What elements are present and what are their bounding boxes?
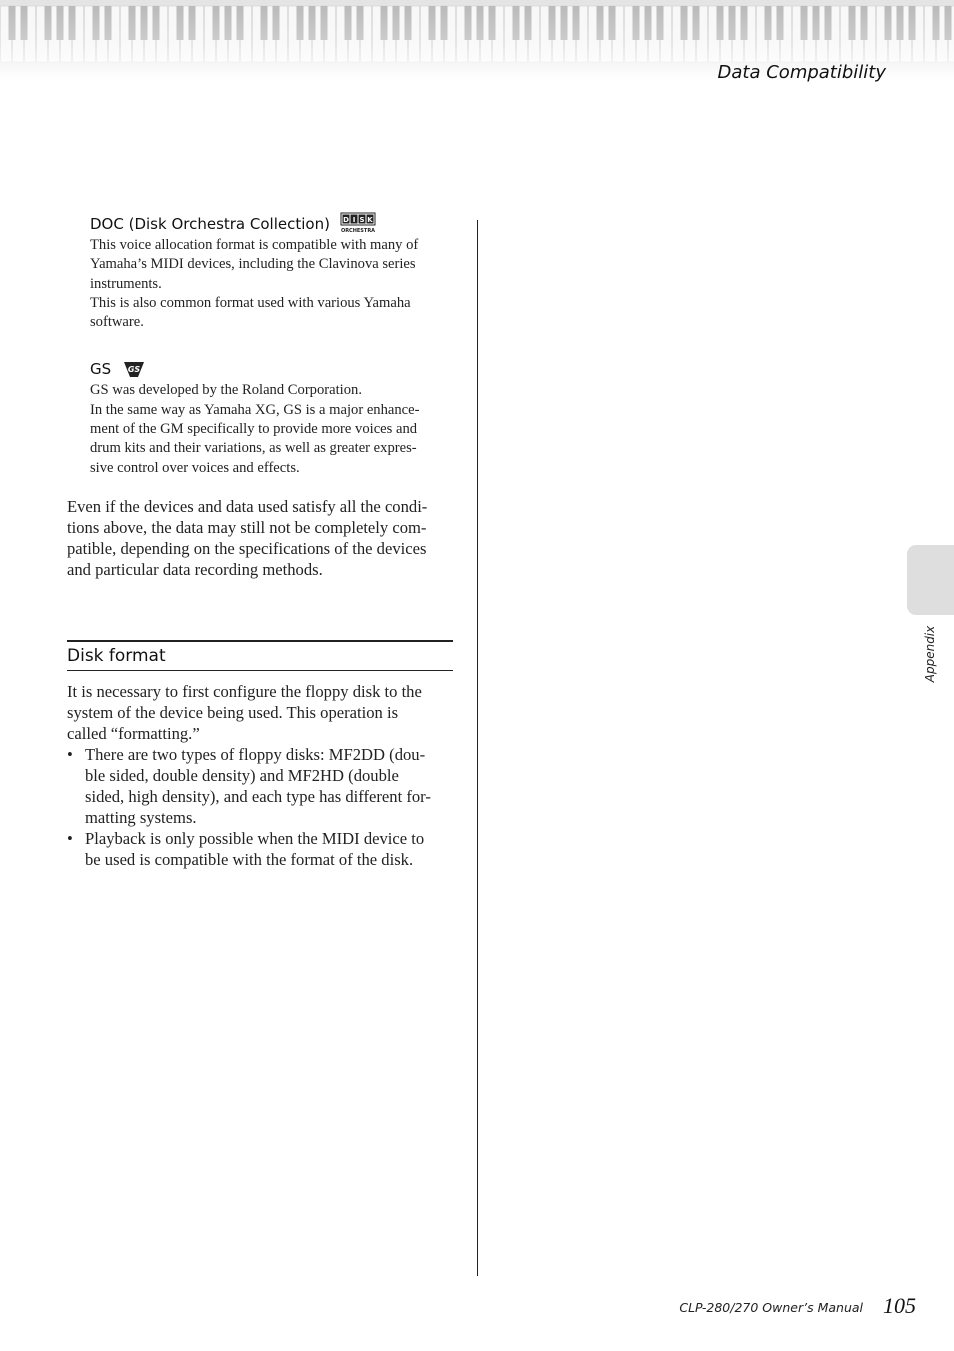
page-number: 105 <box>883 1293 916 1318</box>
gs-section <box>90 357 454 477</box>
bullet-icon: • <box>67 744 73 764</box>
text-line: drum kits and their variations, as well as greater expres- <box>90 440 417 457</box>
text-line: matting systems. <box>85 807 197 827</box>
text-line: This is also common format used with various Yamaha <box>90 294 411 311</box>
text-line: sided, high density), and each type has different for- <box>85 786 431 806</box>
text-line: patible, depending on the specifications of the devices <box>67 538 427 558</box>
text-line: ment of the GM specifically to provide more voices and <box>90 421 418 438</box>
doc-heading-row <box>90 212 454 236</box>
left-column <box>67 212 454 870</box>
text-line: Yamaha’s MIDI devices, including the Clavinova series <box>90 256 416 273</box>
disk-format-intro <box>67 681 454 744</box>
disk-format-bullets <box>67 744 454 870</box>
list-item <box>67 828 454 870</box>
disk-format-heading-bar <box>67 640 453 671</box>
compatibility-note <box>67 496 454 580</box>
appendix-side-label: Appendix <box>923 625 937 683</box>
footer-manual-title: CLP-280/270 Owner’s Manual <box>679 1300 863 1315</box>
text-line: called “formatting.” <box>67 723 200 743</box>
disk-format-heading: Disk format <box>67 645 166 666</box>
doc-heading: DOC (Disk Orchestra Collection) <box>90 215 330 233</box>
text-line: and particular data recording methods. <box>67 559 323 579</box>
text-line: tions above, the data may still not be completely com- <box>67 517 427 537</box>
text-line: It is necessary to first configure the floppy disk to the <box>67 681 422 701</box>
text-line: sive control over voices and effects. <box>90 459 300 476</box>
text-line: system of the device being used. This operation is <box>67 702 399 722</box>
text-line: Playback is only possible when the MIDI device to <box>85 828 425 848</box>
svg-text:I: I <box>352 216 356 224</box>
text-line: software. <box>90 314 144 331</box>
text-line: This voice allocation format is compatible with many of <box>90 237 419 253</box>
gs-heading-row <box>90 357 454 381</box>
list-item <box>67 744 454 828</box>
text-line: instruments. <box>90 275 162 292</box>
text-line: be used is compatible with the format of the disk. <box>85 849 414 869</box>
doc-description <box>90 236 454 332</box>
page-header-title: Data Compatibility <box>717 62 886 83</box>
text-line: In the same way as Yamaha XG, GS is a major enhance- <box>90 401 420 418</box>
text-line: GS was developed by the Roland Corporation. <box>90 382 362 399</box>
svg-text:D: D <box>343 216 349 224</box>
svg-text:K: K <box>367 216 373 224</box>
text-line: There are two types of floppy disks: MF2DD (dou- <box>85 744 426 764</box>
svg-text:ORCHESTRA: ORCHESTRA <box>340 228 375 234</box>
appendix-side-tab <box>907 545 954 615</box>
gs-logo-icon <box>121 359 147 379</box>
svg-text:S: S <box>359 216 365 224</box>
text-line: Even if the devices and data used satisfy all the condi- <box>67 496 428 516</box>
text-line: ble sided, double density) and MF2HD (double <box>85 765 399 785</box>
disk-orchestra-logo-icon <box>340 212 376 236</box>
bullet-icon: • <box>67 828 73 848</box>
gs-description <box>90 381 454 477</box>
doc-section <box>90 212 454 332</box>
column-divider <box>477 220 478 1276</box>
svg-text:GS: GS <box>127 365 141 375</box>
gs-heading: GS <box>90 360 112 379</box>
